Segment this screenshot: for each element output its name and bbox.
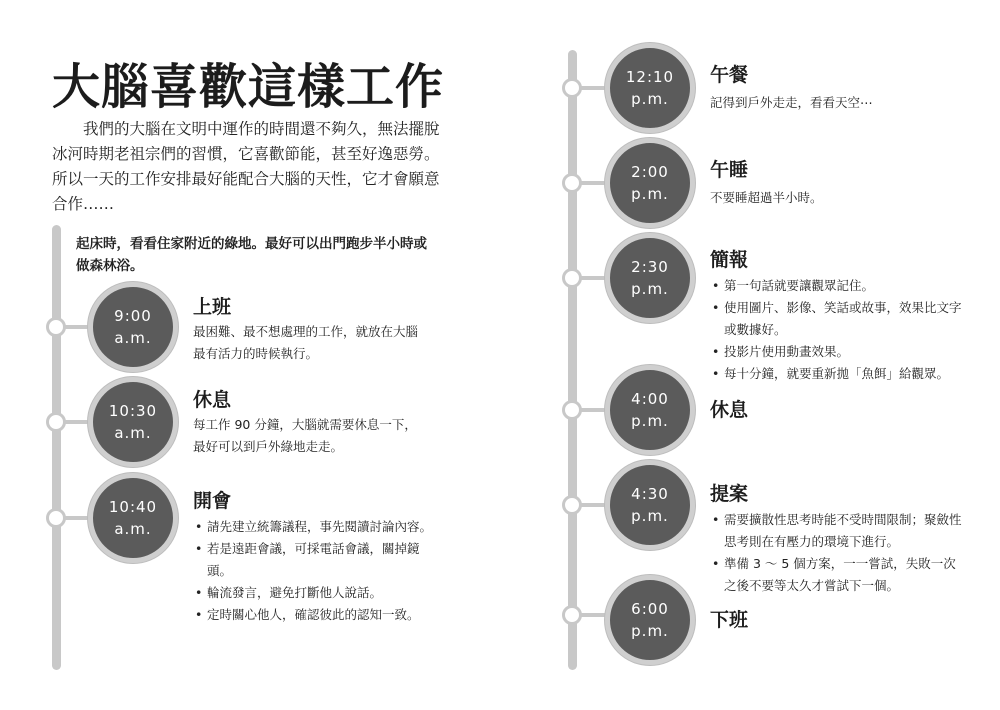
list-item: • 輪流發言，避免打斷他人說話。	[193, 582, 443, 604]
event-title: 休息	[710, 399, 749, 421]
period-label: p.m.	[631, 412, 669, 430]
period-label: p.m.	[631, 280, 669, 298]
list-item: • 投影片使用動畫效果。	[710, 341, 968, 363]
time-circle-1030	[88, 377, 178, 467]
page-title: 大腦喜歡這樣工作	[52, 59, 445, 115]
time-circle-0900	[88, 282, 178, 372]
time-label: 10:30	[108, 402, 158, 420]
event-list	[710, 509, 968, 597]
event-title: 下班	[710, 609, 749, 631]
event-title: 簡報	[710, 249, 749, 271]
timeline-node	[562, 78, 582, 98]
time-circle-0230	[605, 233, 695, 323]
event-desc: 最困難、最不想處理的工作，就放在大腦最有活力的時候執行。	[193, 324, 419, 361]
time-circle-0600	[605, 575, 695, 665]
event-title: 開會	[193, 490, 232, 512]
time-label: 12:10	[625, 68, 675, 86]
period-label: a.m.	[114, 520, 152, 538]
event-desc: 不要睡超過半小時。	[710, 190, 823, 205]
timeline-node	[46, 317, 66, 337]
time-label: 2:30	[631, 258, 669, 276]
period-label: p.m.	[631, 507, 669, 525]
list-item: • 定時關心他人，確認彼此的認知一致。	[193, 604, 443, 626]
period-label: p.m.	[631, 90, 669, 108]
event-list	[193, 516, 443, 626]
time-label: 4:30	[631, 485, 669, 503]
time-circle-0400	[605, 365, 695, 455]
list-item: • 第一句話就要讓觀眾記住。	[710, 275, 968, 297]
time-circle-1210	[605, 43, 695, 133]
intro-paragraph: 我們的大腦在文明中運作的時間還不夠久，無法擺脫冰河時期老祖宗們的習慣，它喜歡節能，甚至好逸惡勞。所以一天的工作安排最好能配合大腦的天性，它才會願意合作……	[52, 120, 440, 213]
event-title: 提案	[710, 483, 749, 505]
timeline-rail-left	[52, 225, 61, 670]
event-list	[710, 275, 968, 385]
list-item: • 需要擴散性思考時能不受時間限制；聚斂性思考則在有壓力的環境下進行。	[710, 509, 968, 553]
event-title: 午睡	[710, 159, 749, 181]
list-item: • 每十分鐘，就要重新拋「魚餌」給觀眾。	[710, 363, 968, 385]
time-label: 9:00	[114, 307, 152, 325]
period-label: p.m.	[631, 622, 669, 640]
time-circle-0200	[605, 138, 695, 228]
event-desc: 每工作 90 分鐘，大腦就需要休息一下，最好可以到戶外綠地走走。	[193, 417, 417, 454]
list-item: • 使用圖片、影像、笑話或故事，效果比文字或數據好。	[710, 297, 968, 341]
time-label: 6:00	[631, 600, 669, 618]
timeline-node	[562, 495, 582, 515]
timeline-node	[46, 412, 66, 432]
event-title: 午餐	[710, 64, 749, 86]
time-label: 10:40	[108, 498, 158, 516]
period-label: a.m.	[114, 329, 152, 347]
timeline-node	[562, 605, 582, 625]
period-label: p.m.	[631, 185, 669, 203]
time-label: 2:00	[631, 163, 669, 181]
period-label: a.m.	[114, 424, 152, 442]
time-circle-0430	[605, 460, 695, 550]
list-item: • 請先建立統籌議程，事先閱讀討論內容。	[193, 516, 443, 538]
timeline-node	[562, 268, 582, 288]
timeline-node	[562, 173, 582, 193]
event-desc: 記得到戶外走走，看看天空⋯	[710, 95, 873, 110]
event-title: 上班	[193, 296, 232, 318]
timeline-node	[46, 508, 66, 528]
event-title: 休息	[193, 389, 232, 411]
time-label: 4:00	[631, 390, 669, 408]
morning-note: 起床時，看看住家附近的綠地。最好可以出門跑步半小時或做森林浴。	[76, 236, 427, 274]
time-circle-1040	[88, 473, 178, 563]
list-item: • 準備 3 ～ 5 個方案，一一嘗試，失敗一次之後不要等太久才嘗試下一個。	[710, 553, 968, 597]
timeline-node	[562, 400, 582, 420]
list-item: • 若是遠距會議，可採電話會議，關掉鏡頭。	[193, 538, 443, 582]
timeline-rail-right	[568, 50, 577, 670]
